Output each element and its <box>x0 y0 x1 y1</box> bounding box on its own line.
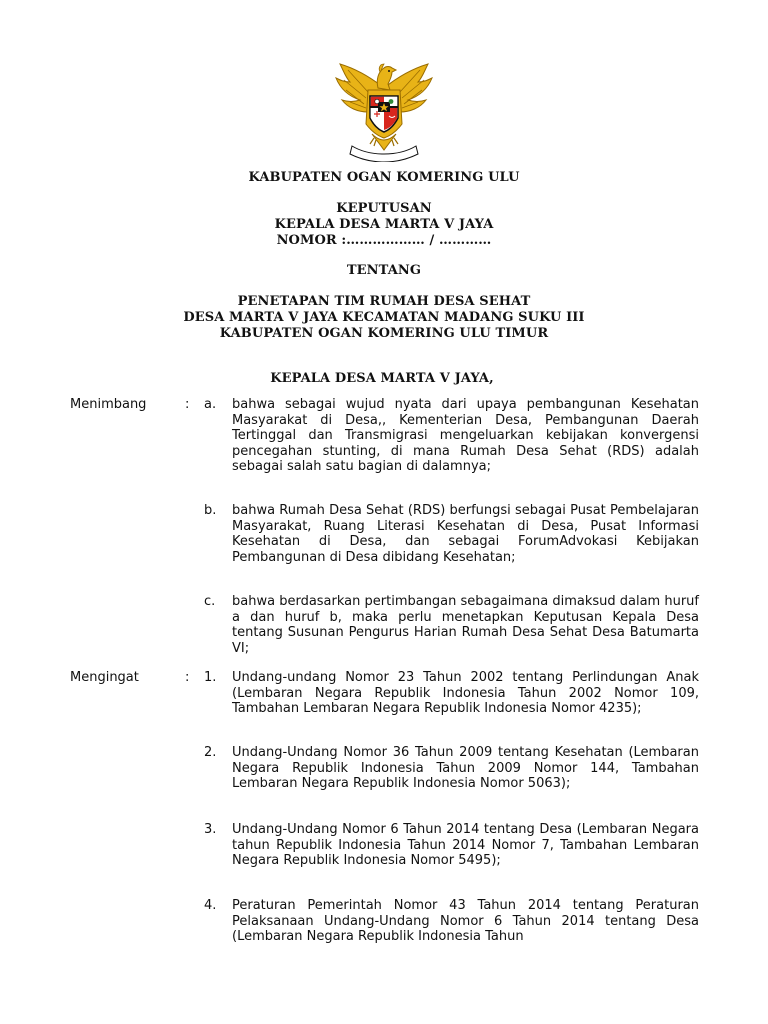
regency-heading: KABUPATEN OGAN KOMERING ULU <box>248 170 520 185</box>
menimbang-item-text: bahwa berdasarkan pertimbangan sebagaimana dimaksud dalam huruf a dan huruf b, maka perlu menetapkan Keputusan Kepala Desa tentang Susunan Pengurus Harian Rumah Desa Sehat Desa Batumarta VI; <box>232 594 699 656</box>
about-label: TENTANG <box>346 263 422 278</box>
mengingat-item-text: Peraturan Pemerintah Nomor 43 Tahun 2014 tentang Peraturan Pelaksanaan Undang-Undang Nomor 6 Tahun 2014 tentang Desa (Lembaran Negara Republik Indonesia Tahun <box>232 898 699 944</box>
document-type-heading: KEPUTUSAN <box>336 201 432 216</box>
menimbang-item-marker: c. <box>204 594 216 609</box>
mengingat-item-marker: 2. <box>204 745 217 760</box>
mengingat-item-marker: 4. <box>204 898 217 913</box>
garuda-pancasila-emblem-icon <box>334 58 434 162</box>
mengingat-item-marker: 1. <box>204 670 217 685</box>
mengingat-colon: : <box>185 670 190 685</box>
mengingat-item-text: Undang-undang Nomor 23 Tahun 2002 tentang Perlindungan Anak (Lembaran Negara Republik Indonesia Tahun 2002 Nomor 109, Tambahan Lembaran Negara Republik Indonesia Nomor 4235); <box>232 670 699 716</box>
menimbang-item-text: bahwa Rumah Desa Sehat (RDS) berfungsi sebagai Pusat Pembelajaran Masyarakat, Ruang Literasi Kesehatan di Desa, Pusat Informasi Kesehatan di Desa, dan sebagai ForumAdvokasi Kebijakan Pembangunan di Desa dibidang Kesehatan; <box>232 503 699 565</box>
mengingat-item-marker: 3. <box>204 822 217 837</box>
subject-line-3: KABUPATEN OGAN KOMERING ULU TIMUR <box>219 326 549 341</box>
menimbang-item-marker: a. <box>204 397 217 412</box>
subject-line-1: PENETAPAN TIM RUMAH DESA SEHAT <box>237 294 531 309</box>
menimbang-item-marker: b. <box>204 503 217 518</box>
subject-line-2: DESA MARTA V JAYA KECAMATAN MADANG SUKU III <box>183 310 585 325</box>
menimbang-label: Menimbang <box>70 397 147 412</box>
mengingat-label: Mengingat <box>70 670 139 685</box>
mengingat-item-text: Undang-Undang Nomor 36 Tahun 2009 tentang Kesehatan (Lembaran Negara Republik Indonesia Tahun 2009 Nomor 144, Tambahan Lembaran Negara Republik Indonesia Nomor 5063); <box>232 745 699 791</box>
menimbang-item-text: bahwa sebagai wujud nyata dari upaya pembangunan Kesehatan Masyarakat di Desa,, Kementerian Desa, Pembangunan Daerah Tertinggal dan Transmigrasi mengeluarkan kebijakan konvergensi pencegahan stunting, di mana Rumah Desa Sehat (RDS) adalah sebagai salah satu bagian di dalamnya; <box>232 397 699 474</box>
signatory-heading: KEPALA DESA MARTA V JAYA, <box>270 371 494 386</box>
document-number: NOMOR :……………… / ………… <box>276 233 492 248</box>
issuer-heading: KEPALA DESA MARTA V JAYA <box>274 217 494 232</box>
mengingat-item-text: Undang-Undang Nomor 6 Tahun 2014 tentang Desa (Lembaran Negara tahun Republik Indonesia Tahun 2014 Nomor 7, Tambahan Lembaran Negara Republik Indonesia Nomor 5495); <box>232 822 699 868</box>
menimbang-colon: : <box>185 397 190 412</box>
